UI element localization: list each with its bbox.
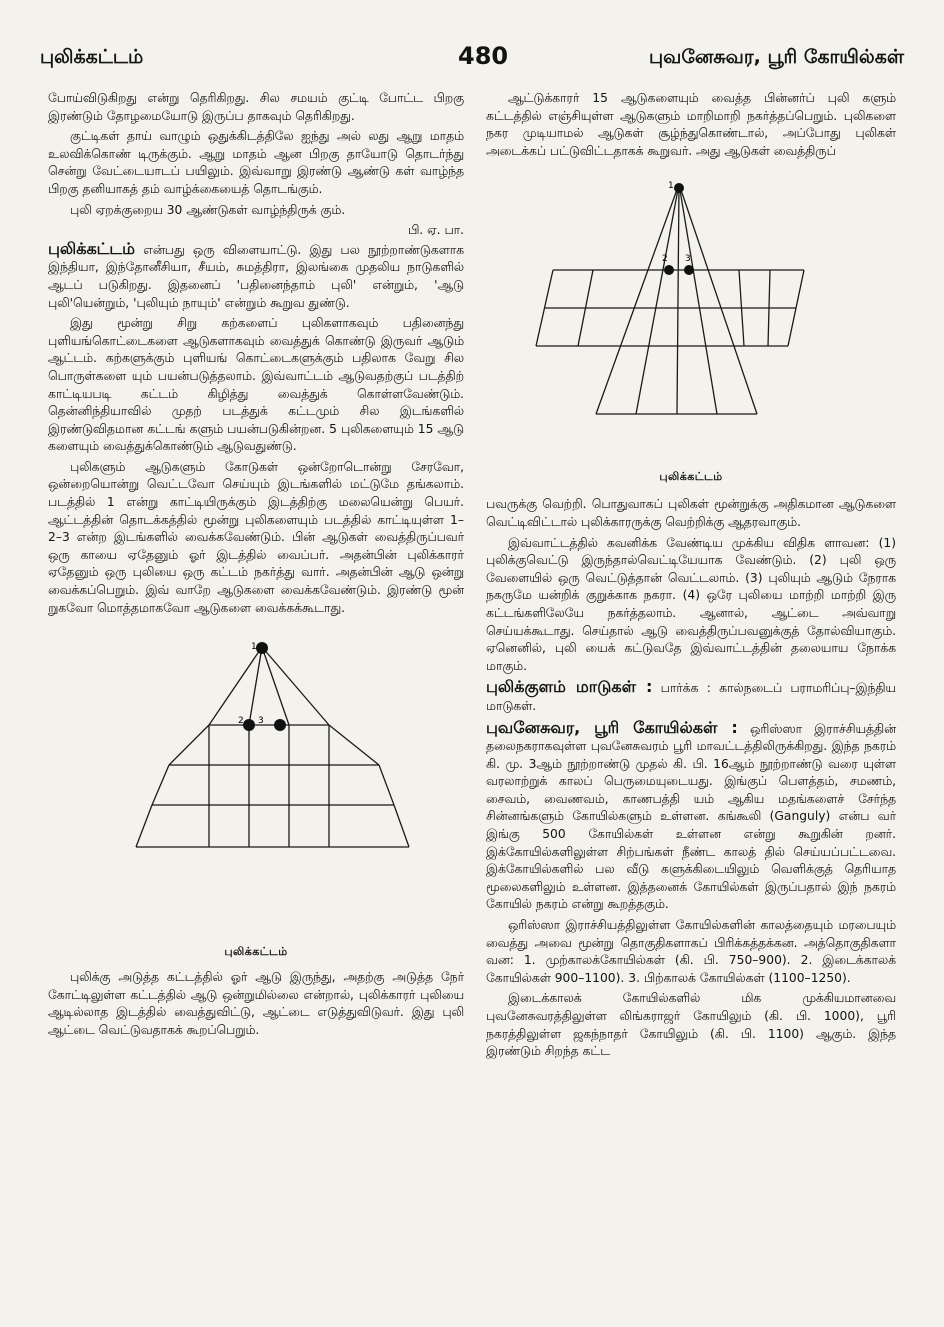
board-figure-right (486, 166, 896, 496)
tiger-piece-3 (274, 719, 286, 731)
page-header (40, 42, 904, 76)
left-column (48, 90, 464, 1043)
entry-title: புலிக்குளம் மாடுகள் : (486, 677, 653, 697)
paragraph: போய்விடுகிறது என்று தெரிகிறது. சில சமயம் குட்டி போட்ட பிறகு இரண்டும் தோழமையோடு இருப்ப தாகவும் தெரிகிறது. (48, 91, 464, 123)
paragraph: ஒரிஸ்ஸா இராச்சியத்திலுள்ள கோயில்களின் காலத்தையும் மரபையும் வைத்து அவை மூன்று தொகுதிகளாகப் பிரிக்கத்தக்கன. அத்தொகுதிகளா வன: 1. முற்காலக்கோயில்கள் (கி. பி. 750–900). 2. இடைக்காலக் கோயில்கள் 900–1100). 3. பிற்காலக் கோயில்கள் (1100–1250). (486, 918, 896, 985)
paragraph: இவ்வாட்டத்தில் கவனிக்க வேண்டிய முக்கிய விதிக ளாவன: (1) புலிக்குவெட்டு இருந்தால்வெட்டியேயாக வேண்டும். (2) புலி ஒரு வேளையில் ஒரு வெட்டுத்தான் வெட்டலாம். (3) புலியும் ஆடும் நேராக நகருமே யன்றிக் குறுக்காக நகரா. (4) ஒரே புலியை மாற்றி மாற்றி இரு கட்டங்களிலேயே நகர்த்தலாம். ஆனால், ஆட்டை அவ்வாறு செய்யக்கூடாது. செய்தால் ஆடு வைத்திருப்பவனுக்குத் தோல்வியாகும். ஏனெனில், புலி யைக் கட்டுவதே இவ்வாட்டத்தின் தலையாய நோக்க மாகும். (486, 535, 896, 673)
tiger-piece-3 (684, 265, 694, 275)
entry-body: என்பது ஒரு விளையாட்டு. இது பல நூற்றாண்டுகளாக இந்தியா, இந்தோனீசியா, சீயம், சுமத்திரா, இலங்கை முதலிய நாடுகளில் ஆடப் படுகிறது. இதனைப் 'பதினைந்தாம் புலி' என்றும், 'ஆடு புலி'யென்றும், 'புலியும் நாயும்' என்றும் கூறுவ துண்டு. (48, 242, 464, 310)
entry-pulikkulam (486, 678, 896, 715)
tiger-piece-1 (674, 183, 684, 193)
entry-bhubaneswar (486, 719, 896, 915)
paragraph: புலி ஏறக்குறைய 30 ஆண்டுகள் வாழ்ந்திருக் கும். (70, 202, 346, 217)
tiger-piece-1 (256, 642, 268, 654)
entry-pulikkattam (48, 240, 464, 312)
marker-1: 1 (251, 642, 257, 653)
marker-1: 1 (668, 181, 674, 192)
marker-3: 3 (258, 716, 264, 727)
tiger-piece-2 (664, 265, 674, 275)
marker-3: 3 (685, 254, 691, 265)
page-number: 480 (458, 42, 509, 70)
entry-title: புலிக்கட்டம் (48, 238, 136, 258)
tiger-piece-2 (243, 719, 255, 731)
author-signature: பி. ஏ. பா. (408, 223, 464, 238)
paragraph: புலிகளும் ஆடுகளும் கோடுகள் ஒன்றோடொன்று சேரவோ, ஒன்றையொன்று வெட்டவோ செய்யும் இடங்களில் மட்டுமே தங்கலாம். படத்தில் 1 என்று காட்டியிருக்கும் இடத்திற்கு மலையென்று பெயர். ஆட்டத்தின் தொடக்கத்தில் மூன்று புலிகளையும் படத்தில் காட்டியுள்ள 1–2–3 என்ற இடங்களில் வைக்கவேண்டும். பின் ஆடுகள் வைத்திருப்பவர் ஒரு காயை ஏதேனும் ஓர் இடத்தில் வைப்பர். அதன்பின் புலிக்காரர் ஏதேனும் ஒரு புலியை ஒரு கட்டம் நகர்த்து வார். அதன்பின் ஆடு ஒன்று வைக்கப்பெறும். இவ் வாறே ஆடுகளை வைக்கவேண்டும். இரண்டு மூன் றுகவோ மொத்தமாகவோ ஆடுகளை வைக்கக்கூடாது. (48, 459, 464, 615)
right-column (486, 90, 896, 1064)
running-head-right: புவனேசுவர, பூரி கோயில்கள் (649, 46, 904, 68)
paragraph: பவருக்கு வெற்றி. பொதுவாகப் புலிகள் மூன்றுக்கு அதிகமான ஆடுகளை வெட்டிவிட்டால் புலிக்காரருக்கு வெற்றிக்கு ஆதரவாகும். (486, 497, 896, 529)
figure-caption: புலிக்கட்டம் (659, 470, 723, 484)
paragraph: குட்டிகள் தாய் வாழும் ஒதுக்கிடத்திலே ஐந்து அல் லது ஆறு மாதம் உலவிக்கொண் டிருக்கும். ஆறு மாதம் ஆன பிறகு தாயோடு தொடர்ந்து சென்று வேட்டையாடப் பயிலும். இவ்வாறு இரண்டு ஆண்டு கள் வாழ்ந்த பிறகு தனியாகத் தம் வாழ்க்கையைத் தொடங்கும். (48, 129, 464, 196)
entry-title: புவனேசுவர, பூரி கோயில்கள் : (486, 717, 738, 737)
marker-2: 2 (238, 716, 244, 727)
figure-caption: புலிக்கட்டம் (224, 945, 288, 959)
paragraph: ஆட்டுக்காரர் 15 ஆடுகளையும் வைத்த பின்னர்ப் புலி களும் கட்டத்தில் எஞ்சியுள்ள ஆடுகளும் மாறிமாறி நகர்த்தப்பெறும். புலிகளை நகர முடியாமல் ஆடுகள் சூழ்ந்துகொண்டால், அப்போது புலிகள் அடைக்கப் பட்டுவிட்டதாகக் கூறுவர். அது ஆடுகள் வைத்திருப் (486, 91, 896, 158)
entry-body: பார்க்க : கால்நடைப் பராமரிப்பு–இந்திய மாடுகள். (486, 681, 896, 713)
paragraph: இடைக்காலக் கோயில்களில் மிக முக்கியமானவை புவனேசுவரத்திலுள்ள லிங்கராஜர் கோயிலும் (கி. பி. 1000), பூரி நகரத்திலுள்ள ஜகந்நாதர் கோயிலும் (கி. பி. 1100) ஆகும். இந்த இரண்டும் சிறந்த கட்ட (486, 991, 896, 1059)
entry-body: ஒரிஸ்ஸா இராச்சியத்தின் தலைநகராகவுள்ள புவனேசுவரம் பூரி மாவட்டத்திலிருக்கிறது. இந்த நகரம் கி. மு. 3ஆம் நூற்றாண்டு முதல் கி. பி. 16ஆம் நூற்றாண்டு வரை யுள்ள வரலாற்றுக் காலப் பெருமையுடையது. இங்குப் பௌத்தம், சமணம், சைவம், வைணவம், காணபத்தி யம் ஆகிய மதங்களைச் சேர்ந்த சின்னங்களும் கோயில்களும் உள்ளன. கங்கூலி (Ganguly) என்ப வர் இங்கு 500 கோயில்கள் உள்ளன என்று கூறுகின் றனர். இக்கோயில்களிலுள்ள சிற்பங்கள் நீண்ட காலத் தில் செய்யப்பட்டவை. இக்கோயில்களில் பல வீடு களுக்கிடையிலும் வெளிக்குத் தெரியாத மூலைகளிலும் உள்ளன. இத்தனைக் கோயில்கள் இருப்பதால் இந் நகரம் கோயில் நகரம் என்று கூறத்தகும். (486, 721, 897, 912)
paragraph: இது மூன்று சிறு கற்களைப் புலிகளாகவும் பதினைந்து புளியங்கொட்டைகளை ஆடுகளாகவும் வைத்துக் கொண்டு இருவர் ஆடும் ஆட்டம். கற்களுக்கும் புளியங் கொட்டைகளுக்கும் பதிலாக வேறு சில பொருள்களை யும் பயன்படுத்தலாம். இவ்வாட்டம் ஆடுவதற்குப் படத்திற் காட்டியபடி கட்டம் கிழித்து வைத்துக் கொள்ளவேண்டும். தென்னிந்தியாவில் முதற் படத்துக் கட்டமும் சில இடங்களில் இரண்டுவிதமான கட்டங் களும் பயன்படுகின்றன. 5 புலிகளையும் 15 ஆடு களையும் வைத்துக்கொண்டும் ஆடுவதுண்டு. (48, 316, 464, 454)
running-head-left: புலிக்கட்டம் (40, 46, 144, 68)
board-figure-left (48, 639, 464, 969)
marker-2: 2 (662, 254, 668, 265)
paragraph: புலிக்கு அடுத்த கட்டத்தில் ஓர் ஆடு இருந்து, அதற்கு அடுத்த நேர் கோட்டிலுள்ள கட்டத்தில் ஆடு ஒன்றுமில்லை என்றால், புலிக்காரர் புலியை ஆடில்லாத இடத்தில் வைத்துவிட்டு, ஆட்டை எடுத்துவிடுவர். இது புலி ஆட்டை வெட்டுவதாகக் கூறப்பெறும். (48, 970, 464, 1037)
